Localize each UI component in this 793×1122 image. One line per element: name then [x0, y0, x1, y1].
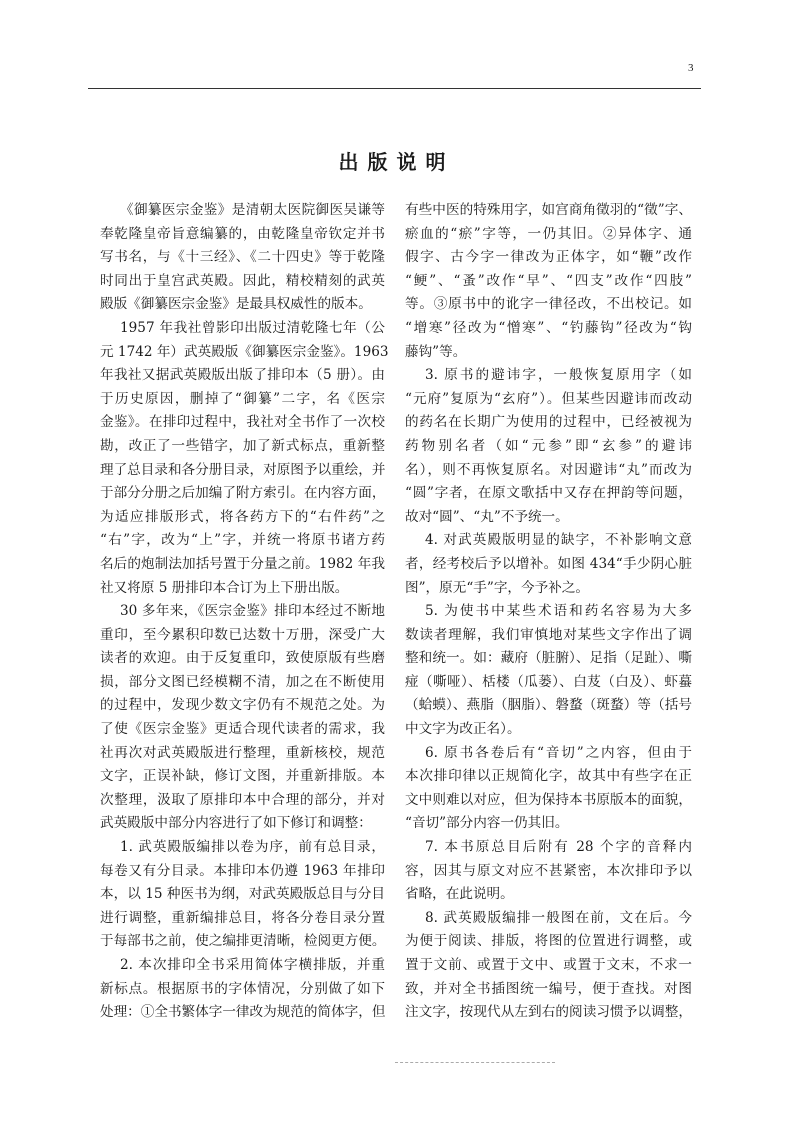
text-line: 故对“圆”、“丸”不予统一。: [405, 508, 569, 525]
text-line: 重印，至今累积印数已达数十万册，深受广大: [100, 626, 385, 643]
text-line: 文字，正误补缺，修订文图，并重新排版。本: [100, 768, 385, 785]
text-line: 殿版《御纂医宗金鉴》是最具权威性的版本。: [100, 296, 372, 313]
text-line: 进行调整，重新编排总目，将各分卷目录分置: [100, 909, 385, 926]
text-line: 名），则不再恢复原名。对因避讳“丸”而改为: [405, 461, 692, 478]
paragraph: [100, 836, 385, 954]
text-line: 时同出于皇宫武英殿。因此，精校精刻的武英: [100, 272, 385, 289]
text-line: 为便于阅读、排版，将图的位置进行调整，或: [405, 933, 692, 950]
text-line: 社再次对武英殿版进行整理，重新核校，规范: [100, 744, 385, 761]
text-line: 1957 年我社曾影印出版过清乾隆七年（公: [120, 319, 385, 336]
paragraph: [405, 907, 692, 1025]
text-line: 7. 本书原总目后附有 28 个字的音释内: [425, 839, 692, 856]
text-line: “元府”复原为“玄府”）。但某些因避讳而改动: [405, 390, 692, 407]
header-rule: [88, 88, 701, 89]
text-line: “音切”部分内容一仍其旧。: [405, 815, 569, 832]
text-line: 了使《医宗金鉴》更适合现代读者的需求，我: [100, 721, 385, 738]
text-line: （蛤蟆）、燕脂（胭脂）、磐蝥（斑蝥）等（括号: [405, 697, 692, 714]
text-line: 5. 为使书中某些术语和药名容易为大多: [425, 603, 692, 620]
paragraph: [405, 199, 692, 364]
text-line: 8. 武英殿版编排一般图在前，文在后。今: [425, 909, 692, 926]
text-line: 武英殿版中部分内容进行了如下修订和调整：: [100, 815, 372, 832]
text-line: 理了总目录和各分册目录，对原图予以重绘，并: [100, 461, 386, 478]
text-line: 注文字，按现代从左到右的阅读习惯予以调整，: [405, 1004, 692, 1021]
text-line: 损，部分文图已经模糊不清，加之在不断使用: [100, 673, 385, 690]
text-line: 瘀血的“瘀”字等，一仍其旧。②异体字、通: [405, 225, 692, 242]
text-line: 勘，改正了一些错字，加了新式标点，重新整: [100, 437, 385, 454]
text-line: 假字、古今字一律改为正体字，如“鞭”改作: [405, 249, 692, 266]
text-line: 处理：①全书繁体字一律改为规范的简体字，但: [100, 1004, 386, 1021]
text-line: 每卷又有分目录。本排印本仍遵 1963 年排印: [100, 862, 385, 879]
text-line: 元 1742 年）武英殿版《御纂医宗金鉴》。1963: [100, 343, 389, 360]
text-line: 奉乾隆皇帝旨意编纂的，由乾隆皇帝钦定并书: [100, 225, 385, 242]
text-line: 30 多年来，《医宗金鉴》排印本经过不断地: [120, 603, 385, 620]
paragraph: [405, 529, 692, 600]
text-line: 文中则难以对应，但为保持本书原版本的面貌，: [405, 791, 692, 808]
text-line: 1. 武英殿版编排以卷为序，前有总目录，: [120, 839, 385, 856]
footer-rule: [395, 1062, 555, 1063]
text-line: 数读者理解，我们审慎地对某些文字作出了调: [405, 626, 692, 643]
text-line: 社又将原 5 册排印本合订为上下册出版。: [100, 579, 349, 596]
text-line: 省略，在此说明。: [405, 886, 514, 903]
paragraph: [405, 600, 692, 742]
left-column: [100, 199, 389, 1025]
text-line: 名后的炮制法加括号置于分量之前。1982 年我: [100, 555, 385, 572]
text-line: 于每部书之前，使之编排更清晰，检阅更方便。: [100, 933, 386, 950]
text-line: “鲠”、“蚤”改作“早”、“四支”改作“四肢”: [405, 272, 692, 289]
paragraph: [405, 364, 692, 529]
text-line: 整和统一。如：藏府（脏腑）、足指（足趾）、嘶: [405, 650, 692, 667]
page-title: 出版说明: [338, 150, 455, 174]
text-line: 药物别名者（如“元参”即“玄参”的避讳: [405, 437, 692, 454]
text-line: “增寒”径改为“憎寒”、“钓藤钩”径改为“钩: [405, 319, 692, 336]
paragraph: [100, 954, 385, 1025]
paragraph: [405, 742, 692, 836]
text-line: 读者的欢迎。由于反复重印，致使原版有些磨: [100, 650, 385, 667]
text-line: 为适应排版形式，将各药方下的“右件药”之: [100, 508, 385, 525]
text-line: 中文字为改正名）。: [405, 721, 521, 738]
text-line: “圆”字者，在原文歌括中又存在押韵等问题，: [405, 485, 692, 502]
text-line: 的过程中，发现少数文字仍有不规范之处。为: [100, 697, 385, 714]
paragraph: [100, 600, 385, 836]
text-line: 4. 对武英殿版明显的缺字，不补影响文意: [425, 532, 692, 549]
text-line: 写书名，与《十三经》、《二十四史》等于乾隆: [100, 249, 385, 266]
text-line: 本次排印律以正规简化字，故其中有些字在正: [405, 768, 692, 785]
text-line: “右”字，改为“上”字，并统一将原书诸方药: [100, 532, 385, 549]
text-line: 致，并对全书插图统一编号，便于查找。对图: [405, 980, 692, 997]
text-line: 等。③原书中的讹字一律径改，不出校记。如: [405, 296, 692, 313]
text-line: 有些中医的特殊用字，如宫商角徵羽的“徵”字、: [405, 202, 692, 218]
text-line: 新标点。根据原书的字体情况，分别做了如下: [100, 980, 385, 997]
text-line: 金鉴》。在排印过程中，我社对全书作了一次校: [100, 414, 385, 431]
text-line: 的药名在长期广为使用的过程中，已经被视为: [405, 414, 692, 431]
text-line: 于部分分册之后加编了附方索引。在内容方面，: [100, 485, 386, 502]
right-column: [405, 199, 692, 1025]
text-line: 2. 本次排印全书采用简体字横排版，并重: [120, 957, 385, 973]
text-line: 图”，原无“手”字，今予补之。: [405, 579, 589, 596]
text-line: 于历史原因，删掉了“御纂”二字，名《医宗: [100, 390, 385, 407]
text-line: 者，经考校后予以增补。如图 434“手少阴心脏: [405, 555, 692, 572]
text-line: 痖（嘶哑）、栝楼（瓜蒌）、白芨（白及）、虾蟇: [405, 673, 692, 690]
paragraph: [100, 317, 389, 600]
text-line: 本，以 15 种医书为纲，对武英殿版总目与分目: [100, 886, 385, 903]
text-line: 年我社又据武英殿版出版了排印本（5 册）。由: [100, 367, 385, 384]
text-line: 6. 原书各卷后有“音切”之内容，但由于: [425, 744, 692, 761]
text-line: 容，因其与原文对应不甚紧密，本次排印予以: [405, 862, 692, 879]
text-line: 置于文前、或置于文中、或置于文末，不求一: [405, 957, 692, 973]
text-line: 3. 原书的避讳字，一般恢复原用字（如: [425, 367, 692, 384]
paragraph: [100, 199, 385, 317]
page-number: 3: [688, 62, 694, 74]
text-line: 《御纂医宗金鉴》是清朝太医院御医吴谦等: [120, 202, 385, 218]
text-line: 次整理，汲取了原排印本中合理的部分，并对: [100, 791, 385, 808]
text-line: 藤钩”等。: [405, 343, 467, 360]
paragraph: [405, 836, 692, 907]
